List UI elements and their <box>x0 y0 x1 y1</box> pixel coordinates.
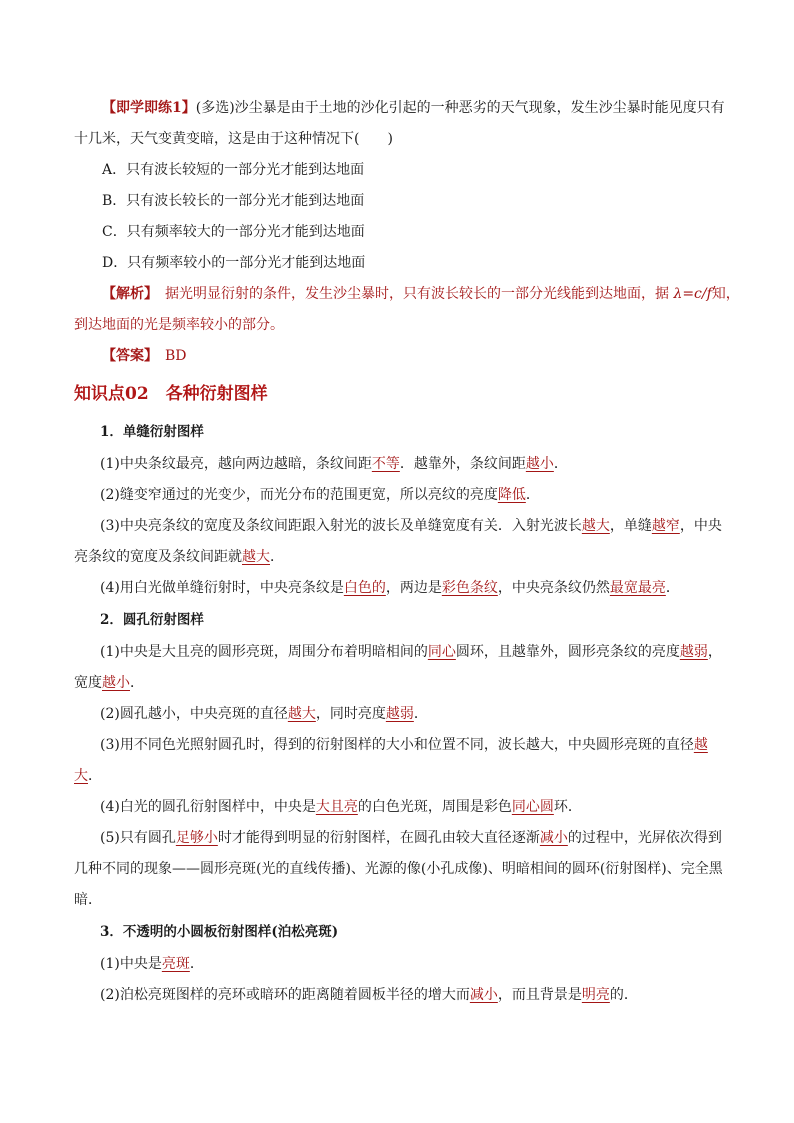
text: ，而且背景是 <box>497 987 582 1003</box>
s2-para-4 <box>100 797 582 817</box>
text: ，同时亮度 <box>315 706 386 722</box>
s1-para-1 <box>100 454 568 474</box>
analysis-tag: 【解析】 <box>102 286 151 302</box>
text: (3)用不同色光照射圆孔时，得到的衍射图样的大小和位置不同，波长越大，中央圆形亮斑的直径 <box>100 737 694 753</box>
s2-para-5 <box>100 828 722 848</box>
fill-in-answer: 白色的 <box>343 580 386 596</box>
fill-in-answer: 同心圆 <box>511 799 554 815</box>
text: ，中央 <box>679 518 722 534</box>
text: 的白色光斑，周围是彩色 <box>357 799 512 815</box>
option-c: C．只有频率较大的一部分光才能到达地面 <box>102 224 365 240</box>
fill-in-answer: 明亮 <box>581 987 610 1003</box>
fill-in-answer: 亮斑 <box>161 956 190 972</box>
answer-tag: 【答案】 <box>102 348 151 364</box>
fill-in-answer: 大且亮 <box>315 799 358 815</box>
fill-in-answer: 减小 <box>539 830 568 846</box>
fill-in-answer: 减小 <box>469 987 498 1003</box>
text: ． <box>525 487 540 503</box>
text: 亮条纹的宽度及条纹间距就 <box>74 549 242 565</box>
option-d: D．只有频率较小的一部分光才能到达地面 <box>102 255 366 271</box>
s2-para-5-cont: 几种不同的现象——圆形亮斑(光的直线传播)、光源的像(小孔成像)、明暗相间的圆环(衍射图样)、完全黑 <box>74 861 723 877</box>
fill-in-answer: 最宽最亮 <box>609 580 666 596</box>
text: ，单缝 <box>609 518 652 534</box>
s3-para-1 <box>100 954 204 974</box>
question-line-2 <box>74 129 393 149</box>
text: 的过程中，光屏依次得到 <box>567 830 722 846</box>
fill-in-answer: 不等 <box>371 456 400 472</box>
s1-para-2 <box>100 485 540 505</box>
s2-para-1 <box>100 642 722 662</box>
analysis-line-2 <box>74 315 284 335</box>
answer-value: BD <box>151 348 187 364</box>
question-text-2: 十几米，天气变黄变暗，这是由于这种情况下( ) <box>74 131 393 147</box>
subsection-1-title: 1．单缝衍射图样 <box>100 424 204 440</box>
s2-para-2 <box>100 704 428 724</box>
text: 宽度 <box>74 675 102 691</box>
text: (2)缝变窄通过的光变少，而光分布的范围更宽，所以亮纹的亮度 <box>100 487 498 503</box>
option-a: A．只有波长较短的一部分光才能到达地面 <box>102 162 365 178</box>
fill-in-answer: 越大 <box>581 518 610 534</box>
analysis-formula: λ=c/f <box>673 286 712 302</box>
analysis-text-1b: 知， <box>711 286 740 302</box>
fill-in-answer: 越窄 <box>651 518 680 534</box>
text: (2)泊松亮斑图样的亮环或暗环的距离随着圆板半径的增大而 <box>100 987 470 1003</box>
text: ． <box>413 706 428 722</box>
fill-in-answer: 越弱 <box>679 644 708 660</box>
question-line-1 <box>102 98 725 118</box>
fill-in-answer: 越小 <box>525 456 554 472</box>
text: (1)中央是大且亮的圆形亮斑，周围分布着明暗相间的 <box>100 644 428 660</box>
s2-para-3-cont <box>74 766 102 786</box>
analysis-text-1: 据光明显衍射的条件，发生沙尘暴时，只有波长较长的一部分光线能到达地面，据 <box>151 286 674 302</box>
text: (1)中央条纹最亮，越向两边越暗，条纹间距 <box>100 456 372 472</box>
fill-in-answer: 越弱 <box>385 706 414 722</box>
fill-in-answer: 足够小 <box>175 830 218 846</box>
s1-para-3 <box>100 516 722 536</box>
fill-in-answer: 越 <box>693 737 708 753</box>
text: 时才能得到明显的衍射图样，在圆孔由较大直径逐渐 <box>217 830 540 846</box>
s1-para-3-cont <box>74 547 284 567</box>
text: ． <box>88 768 102 784</box>
text: ， <box>707 644 722 660</box>
s3-para-2 <box>100 985 638 1005</box>
fill-in-answer: 越大 <box>242 549 270 565</box>
answer-line <box>102 346 187 366</box>
text: 圆环，且越靠外，圆形亮条纹的亮度 <box>455 644 680 660</box>
text: (1)中央是 <box>100 956 162 972</box>
text: 环． <box>553 799 582 815</box>
text: ． <box>553 456 568 472</box>
text: ． <box>270 549 284 565</box>
s2-para-5-end: 暗． <box>74 892 102 908</box>
text: (5)只有圆孔 <box>100 830 176 846</box>
fill-in-answer: 越大 <box>287 706 316 722</box>
text: (3)中央亮条纹的宽度及条纹间距跟入射光的波长及单缝宽度有关．入射光波长 <box>100 518 582 534</box>
fill-in-answer: 越小 <box>102 675 130 691</box>
section-heading: 知识点02 各种衍射图样 <box>74 384 268 404</box>
text: (2)圆孔越小，中央亮斑的直径 <box>100 706 288 722</box>
option-b: B．只有波长较长的一部分光才能到达地面 <box>102 193 365 209</box>
text: ． <box>130 675 144 691</box>
text: ． <box>189 956 204 972</box>
text: ，两边是 <box>385 580 442 596</box>
text: 的． <box>609 987 638 1003</box>
subsection-3-title: 3．不透明的小圆板衍射图样(泊松亮斑) <box>100 924 339 940</box>
fill-in-answer: 大 <box>74 768 88 784</box>
s2-para-3 <box>100 735 708 755</box>
text: ．越靠外，条纹间距 <box>399 456 526 472</box>
analysis-line-1 <box>102 284 740 304</box>
fill-in-answer: 降低 <box>497 487 526 503</box>
text: ，中央亮条纹仍然 <box>497 580 610 596</box>
question-tag: 【即学即练1】 <box>102 100 196 116</box>
s1-para-4 <box>100 578 680 598</box>
question-text-1: (多选)沙尘暴是由于土地的沙化引起的一种恶劣的天气现象，发生沙尘暴时能见度只有 <box>195 100 725 116</box>
text: (4)白光的圆孔衍射图样中，中央是 <box>100 799 316 815</box>
s2-para-1-cont <box>74 673 144 693</box>
text: (4)用白光做单缝衍射时，中央亮条纹是 <box>100 580 344 596</box>
fill-in-answer: 同心 <box>427 644 456 660</box>
subsection-2-title: 2．圆孔衍射图样 <box>100 612 204 628</box>
analysis-text-2: 到达地面的光是频率较小的部分。 <box>74 317 284 333</box>
text: ． <box>665 580 680 596</box>
fill-in-answer: 彩色条纹 <box>441 580 498 596</box>
